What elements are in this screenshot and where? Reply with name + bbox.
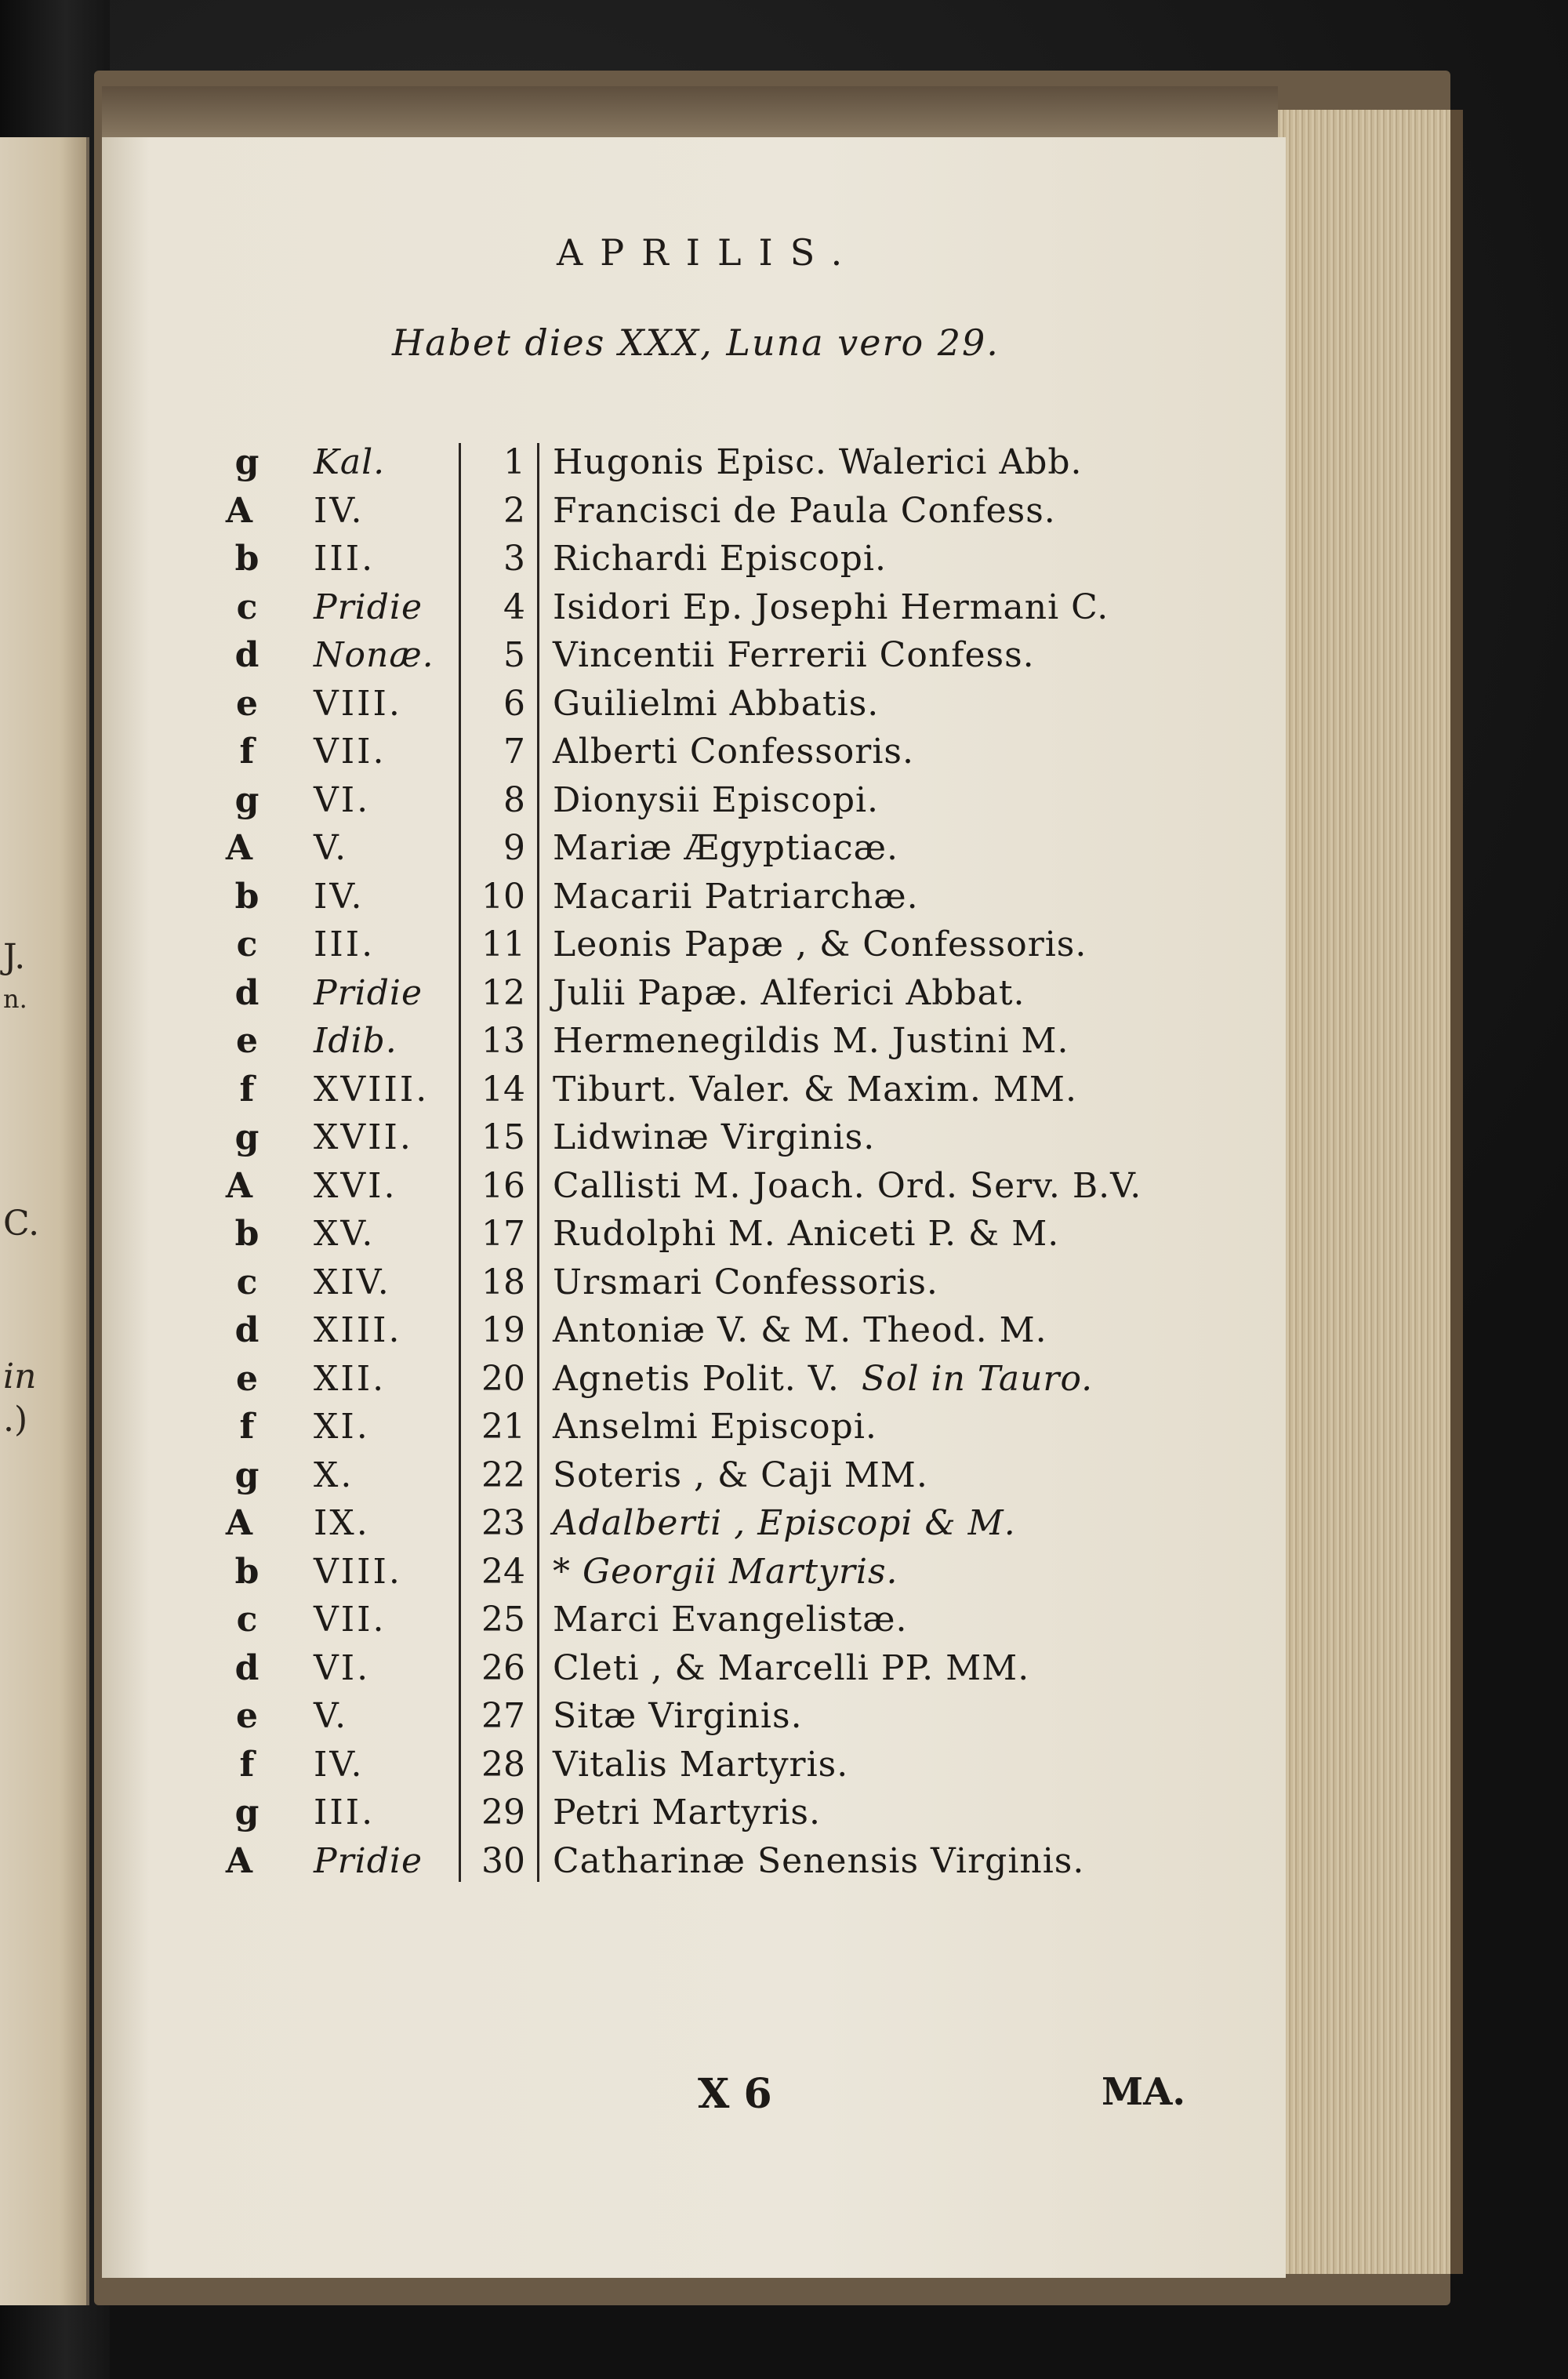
catchword: MA. [1102, 2070, 1186, 2114]
roman-date: IV. [314, 490, 365, 531]
feast-text: Macarii Patriarchæ. [553, 876, 919, 917]
feast-entry [553, 1500, 1016, 1547]
day-number: 18 [481, 1262, 525, 1302]
calendar-row [102, 825, 1286, 872]
calendar-row [102, 1693, 1286, 1740]
day-number: 10 [481, 876, 525, 917]
calendar-row [102, 1549, 1286, 1596]
feast-entry [553, 1307, 1047, 1354]
dominical-letter: A [225, 1165, 253, 1206]
day-number: 6 [503, 683, 525, 724]
feast-text: Cleti , & Marcelli PP. MM. [553, 1647, 1030, 1688]
roman-date: XIII. [314, 1310, 402, 1350]
calendar-row [102, 536, 1286, 583]
feast-text: Ursmari Confessoris. [553, 1262, 938, 1302]
left-page-edge [0, 137, 89, 2305]
feast-text: Dionysii Episcopi. [553, 779, 880, 820]
day-number: 25 [481, 1600, 525, 1640]
calendar-page [102, 137, 1286, 2278]
feast-text: Antoniæ V. & M. Theod. M. [553, 1310, 1047, 1350]
roman-date: XIV. [314, 1262, 391, 1302]
dominical-letter: d [234, 972, 260, 1013]
feast-text: Tiburt. Valer. & Maxim. MM. [553, 1069, 1077, 1110]
day-number: 17 [481, 1214, 525, 1254]
calendar-row [102, 1452, 1286, 1499]
feast-entry [553, 1211, 1059, 1258]
calendar-row [102, 584, 1286, 631]
calendar-row [102, 1789, 1286, 1836]
roman-date: III. [314, 924, 376, 964]
feast-entry [553, 970, 1025, 1017]
roman-date: IV. [314, 876, 365, 917]
dominical-letter: f [239, 1069, 255, 1110]
feast-entry [553, 1066, 1077, 1113]
day-number: 12 [481, 972, 525, 1013]
roman-date: Nonæ. [314, 635, 434, 675]
page-edges [1274, 110, 1463, 2274]
feast-entry [553, 1114, 875, 1161]
feast-entry [553, 1789, 821, 1836]
calendar-row [102, 1596, 1286, 1644]
left-fragment: C. [3, 1204, 40, 1244]
dominical-letter: g [234, 779, 260, 820]
signature-mark: X 6 [698, 2070, 772, 2118]
calendar-row [102, 1404, 1286, 1451]
feast-entry [553, 921, 1087, 968]
roman-date: XV. [314, 1214, 376, 1254]
roman-date: XVI. [314, 1165, 397, 1206]
dominical-letter: A [225, 1840, 253, 1881]
calendar-row [102, 921, 1286, 968]
roman-date: IV. [314, 1744, 365, 1785]
feast-text: Agnetis Polit. V. [553, 1358, 840, 1399]
feast-text: Adalberti , Episcopi & M. [553, 1503, 1016, 1543]
day-number: 3 [503, 539, 525, 579]
calendar-row [102, 439, 1286, 486]
roman-date: V. [314, 1696, 349, 1736]
calendar-row [102, 488, 1286, 535]
feast-text: Vitalis Martyris. [553, 1744, 849, 1785]
day-number: 28 [481, 1744, 525, 1785]
roman-date: VII. [314, 732, 387, 772]
day-number: 1 [503, 442, 525, 482]
feast-text: Sitæ Virginis. [553, 1696, 803, 1736]
calendar-row [102, 681, 1286, 728]
feast-text: Rudolphi M. Aniceti P. & M. [553, 1214, 1060, 1254]
day-number: 4 [503, 587, 525, 627]
day-number: 5 [503, 635, 525, 675]
feast-text: Petri Martyris. [553, 1792, 821, 1832]
day-number: 27 [481, 1696, 525, 1736]
dominical-letter: b [234, 539, 260, 579]
roman-date: VI. [314, 779, 371, 820]
dominical-letter: g [234, 1117, 260, 1157]
feast-text: Vincentii Ferrerii Confess. [553, 635, 1035, 675]
day-number: 16 [481, 1165, 525, 1206]
roman-date: Pridie [314, 972, 423, 1013]
feast-text: Catharinæ Senensis Virginis. [553, 1840, 1085, 1881]
dominical-letter: c [236, 1262, 258, 1302]
feast-entry [553, 825, 898, 872]
roman-date: V. [314, 828, 349, 868]
roman-date: Kal. [314, 442, 386, 482]
roman-date: XVII. [314, 1117, 413, 1157]
dominical-letter: e [236, 1021, 258, 1061]
dominical-letter: g [234, 1792, 260, 1832]
page-top-shadow [102, 86, 1278, 141]
calendar-row [102, 1163, 1286, 1210]
dominical-letter: f [239, 732, 255, 772]
feast-entry [553, 1838, 1084, 1885]
feast-text: Hugonis Episc. Walerici Abb. [553, 442, 1083, 482]
dominical-letter: c [236, 924, 258, 964]
calendar-row [102, 1066, 1286, 1113]
feast-entry [553, 874, 919, 921]
day-number: 22 [481, 1455, 525, 1495]
left-fragment: n. [3, 984, 27, 1014]
dominical-letter: c [236, 1600, 258, 1640]
calendar-row [102, 1211, 1286, 1258]
dominical-letter: A [225, 1503, 253, 1543]
dominical-letter: c [236, 587, 258, 627]
dominical-letter: d [234, 635, 260, 675]
roman-date: XII. [314, 1358, 387, 1399]
feast-entry [553, 728, 914, 775]
feast-entry [553, 1163, 1142, 1210]
feast-text: Leonis Papæ , & Confessoris. [553, 924, 1087, 964]
roman-date: VII. [314, 1600, 387, 1640]
dominical-letter: A [225, 490, 253, 531]
feast-text: Soteris , & Caji MM. [553, 1455, 928, 1495]
feast-entry [553, 1645, 1029, 1692]
feast-entry [553, 681, 879, 728]
calendar-row [102, 728, 1286, 775]
feast-text: Francisci de Paula Confess. [553, 490, 1056, 531]
dominical-letter: g [234, 1455, 260, 1495]
dominical-letter: e [236, 683, 258, 724]
dominical-letter: f [239, 1744, 255, 1785]
day-number: 29 [481, 1792, 525, 1832]
roman-date: XVIII. [314, 1069, 430, 1110]
roman-date: Pridie [314, 1840, 423, 1881]
left-fragment: in [3, 1357, 37, 1397]
feast-entry [553, 536, 887, 583]
feast-text: Guilielmi Abbatis. [553, 683, 880, 724]
feast-text: Mariæ Ægyptiacæ. [553, 828, 898, 868]
roman-date: IX. [314, 1503, 370, 1543]
feast-text: Isidori Ep. Josephi Hermani C. [553, 587, 1109, 627]
day-number: 20 [481, 1358, 525, 1399]
calendar-row [102, 1500, 1286, 1547]
feast-text: Anselmi Episcopi. [553, 1407, 877, 1447]
calendar-row [102, 777, 1286, 824]
calendar-row [102, 970, 1286, 1017]
roman-date: Pridie [314, 587, 423, 627]
roman-date: III. [314, 1792, 376, 1832]
feast-text: Lidwinæ Virginis. [553, 1117, 876, 1157]
dominical-letter: b [234, 876, 260, 917]
dominical-letter: b [234, 1214, 260, 1254]
feast-entry [553, 584, 1109, 631]
day-number: 8 [503, 779, 525, 820]
calendar-row [102, 1645, 1286, 1692]
day-number: 24 [481, 1551, 525, 1592]
feast-entry [553, 439, 1083, 486]
feast-entry [553, 1259, 938, 1306]
day-number: 2 [503, 490, 525, 531]
calendar-row [102, 1307, 1286, 1354]
feast-text: Callisti M. Joach. Ord. Serv. B.V. [553, 1165, 1142, 1206]
feast-entry [553, 1018, 1069, 1065]
calendar-row [102, 1259, 1286, 1306]
dominical-letter: g [234, 442, 260, 482]
calendar-row [102, 1742, 1286, 1789]
roman-date: VI. [314, 1647, 371, 1688]
dominical-letter: A [225, 828, 253, 868]
day-number: 14 [481, 1069, 525, 1110]
day-number: 21 [481, 1407, 525, 1447]
page-title: APRILIS. [557, 231, 860, 274]
feast-text: * Georgii Martyris. [553, 1551, 898, 1592]
calendar-row [102, 1018, 1286, 1065]
calendar-row [102, 1114, 1286, 1161]
left-fragment: .) [3, 1400, 28, 1440]
dominical-letter: d [234, 1310, 260, 1350]
dominical-letter: d [234, 1647, 260, 1688]
feast-entry [553, 1452, 928, 1499]
page-subtitle: Habet dies XXX, Luna vero 29. [392, 321, 1000, 364]
feast-entry [553, 1742, 848, 1789]
feast-entry [553, 488, 1056, 535]
feast-text: Marci Evangelistæ. [553, 1600, 908, 1640]
feast-text: Hermenegildis M. Justini M. [553, 1021, 1069, 1061]
calendar-row [102, 1838, 1286, 1885]
day-number: 26 [481, 1647, 525, 1688]
day-number: 19 [481, 1310, 525, 1350]
day-number: 11 [481, 924, 525, 964]
dominical-letter: f [239, 1407, 255, 1447]
feast-entry [553, 632, 1035, 679]
dominical-letter: e [236, 1696, 258, 1736]
feast-entry [553, 1596, 908, 1644]
roman-date: XI. [314, 1407, 370, 1447]
astronomical-note: Sol in Tauro. [861, 1358, 1094, 1399]
feast-text: Richardi Episcopi. [553, 539, 887, 579]
feast-entry [553, 1693, 803, 1740]
calendar-row [102, 632, 1286, 679]
roman-date: Idib. [314, 1021, 397, 1061]
feast-entry [553, 1356, 1093, 1403]
day-number: 13 [481, 1021, 525, 1061]
day-number: 7 [503, 732, 525, 772]
feast-entry [553, 1549, 898, 1596]
feast-text: Julii Papæ. Alferici Abbat. [553, 972, 1025, 1013]
dominical-letter: b [234, 1551, 260, 1592]
roman-date: VIII. [314, 1551, 402, 1592]
roman-date: III. [314, 539, 376, 579]
feast-entry [553, 777, 879, 824]
day-number: 9 [503, 828, 525, 868]
left-fragment: J. [3, 937, 26, 977]
roman-date: X. [314, 1455, 354, 1495]
dominical-letter: e [236, 1358, 258, 1399]
calendar-row [102, 1356, 1286, 1403]
calendar-row [102, 874, 1286, 921]
feast-text: Alberti Confessoris. [553, 732, 914, 772]
day-number: 23 [481, 1503, 525, 1543]
feast-entry [553, 1404, 877, 1451]
roman-date: VIII. [314, 683, 402, 724]
day-number: 30 [481, 1840, 525, 1881]
day-number: 15 [481, 1117, 525, 1157]
